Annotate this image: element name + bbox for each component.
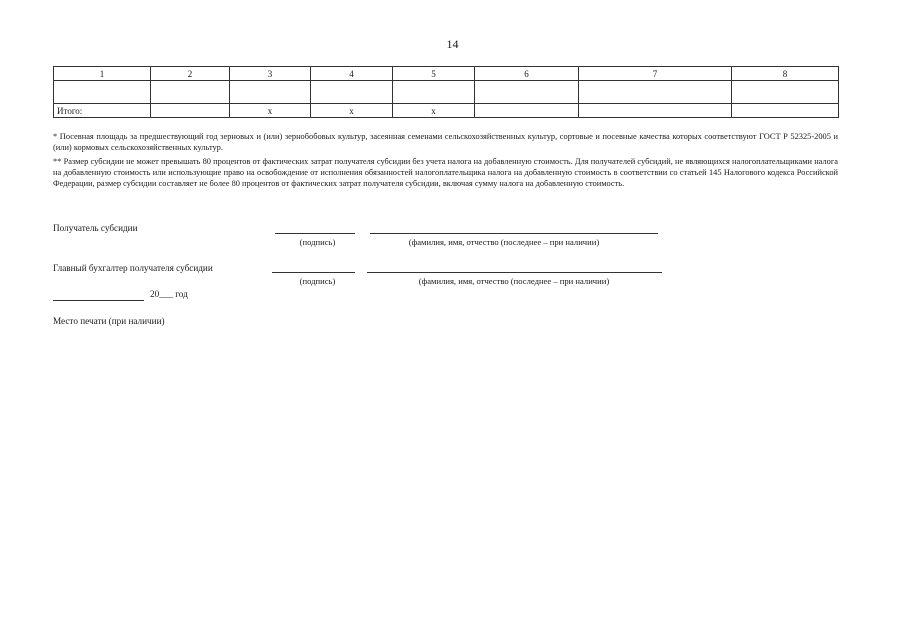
table-cell: х: [230, 104, 311, 118]
table-header-cell: 3: [230, 67, 311, 81]
accountant-signature-line: [272, 272, 355, 273]
table-header-cell: 2: [151, 67, 230, 81]
table-header-cell: 5: [393, 67, 475, 81]
footnote-1: * Посевная площадь за предшествующий год зерновых и (или) зернобобовых культур, засеянная семенами сельскохозяйственных культур, сортовые и посевные качества которых соответствуют ГОСТ Р 52325-2005 и (или) кормовых сельскохозяйственных культур.: [53, 132, 838, 152]
year-text: 20___ год: [150, 289, 188, 299]
recipient-name-caption: (фамилия, имя, отчество (последнее – при наличии): [408, 237, 600, 247]
table-cell: [151, 104, 230, 118]
accountant-name-line: [367, 272, 662, 273]
table-cell: [230, 81, 311, 104]
table-cell: [311, 81, 393, 104]
table-header-row: [54, 67, 839, 81]
recipient-label: Получатель субсидии: [53, 223, 138, 233]
table-cell: [732, 81, 839, 104]
table-cell: [54, 81, 151, 104]
recipient-signature-line: [275, 233, 355, 234]
table-header-cell: 7: [579, 67, 732, 81]
table-header-cell: 6: [475, 67, 579, 81]
accountant-label: Главный бухгалтер получателя субсидии: [53, 263, 213, 273]
table-cell: х: [393, 104, 475, 118]
table-total-row: [54, 104, 839, 118]
table-total-label: Итого:: [54, 104, 151, 118]
data-table: [53, 66, 839, 118]
table-header-cell: 1: [54, 67, 151, 81]
table-header-cell: 8: [732, 67, 839, 81]
date-line: [53, 300, 144, 301]
page-number: 14: [446, 37, 459, 51]
table-cell: [475, 104, 579, 118]
stamp-place: Место печати (при наличии): [53, 316, 165, 326]
table-header-cell: 4: [311, 67, 393, 81]
table-cell: [151, 81, 230, 104]
recipient-signature-caption: (подпись): [299, 237, 336, 247]
table-cell: [732, 104, 839, 118]
table-cell: [393, 81, 475, 104]
recipient-name-line: [370, 233, 658, 234]
accountant-signature-caption: (подпись): [299, 276, 336, 286]
table-row: [54, 81, 839, 104]
table-cell: [579, 81, 732, 104]
accountant-name-caption: (фамилия, имя, отчество (последнее – при наличии): [418, 276, 610, 286]
table-cell: х: [311, 104, 393, 118]
table-cell: [579, 104, 732, 118]
footnote-2: ** Размер субсидии не может превышать 80 процентов от фактических затрат получателя субсидии без учета налога на добавленную стоимость. Для получателей субсидий, не являющихся налогоплательщиками налога на добавленную стоимость или использующие право на освобождение от исполнения обязанностей налогоплательщика налога на добавленную стоимость в соответствии со статьей 145 Налогового кодекса Российской Федерации, размер субсидии составляет не более 80 процентов от фактических затрат получателя субсидии, включая сумму налога на добавленную стоимость.: [53, 157, 838, 188]
table-cell: [475, 81, 579, 104]
